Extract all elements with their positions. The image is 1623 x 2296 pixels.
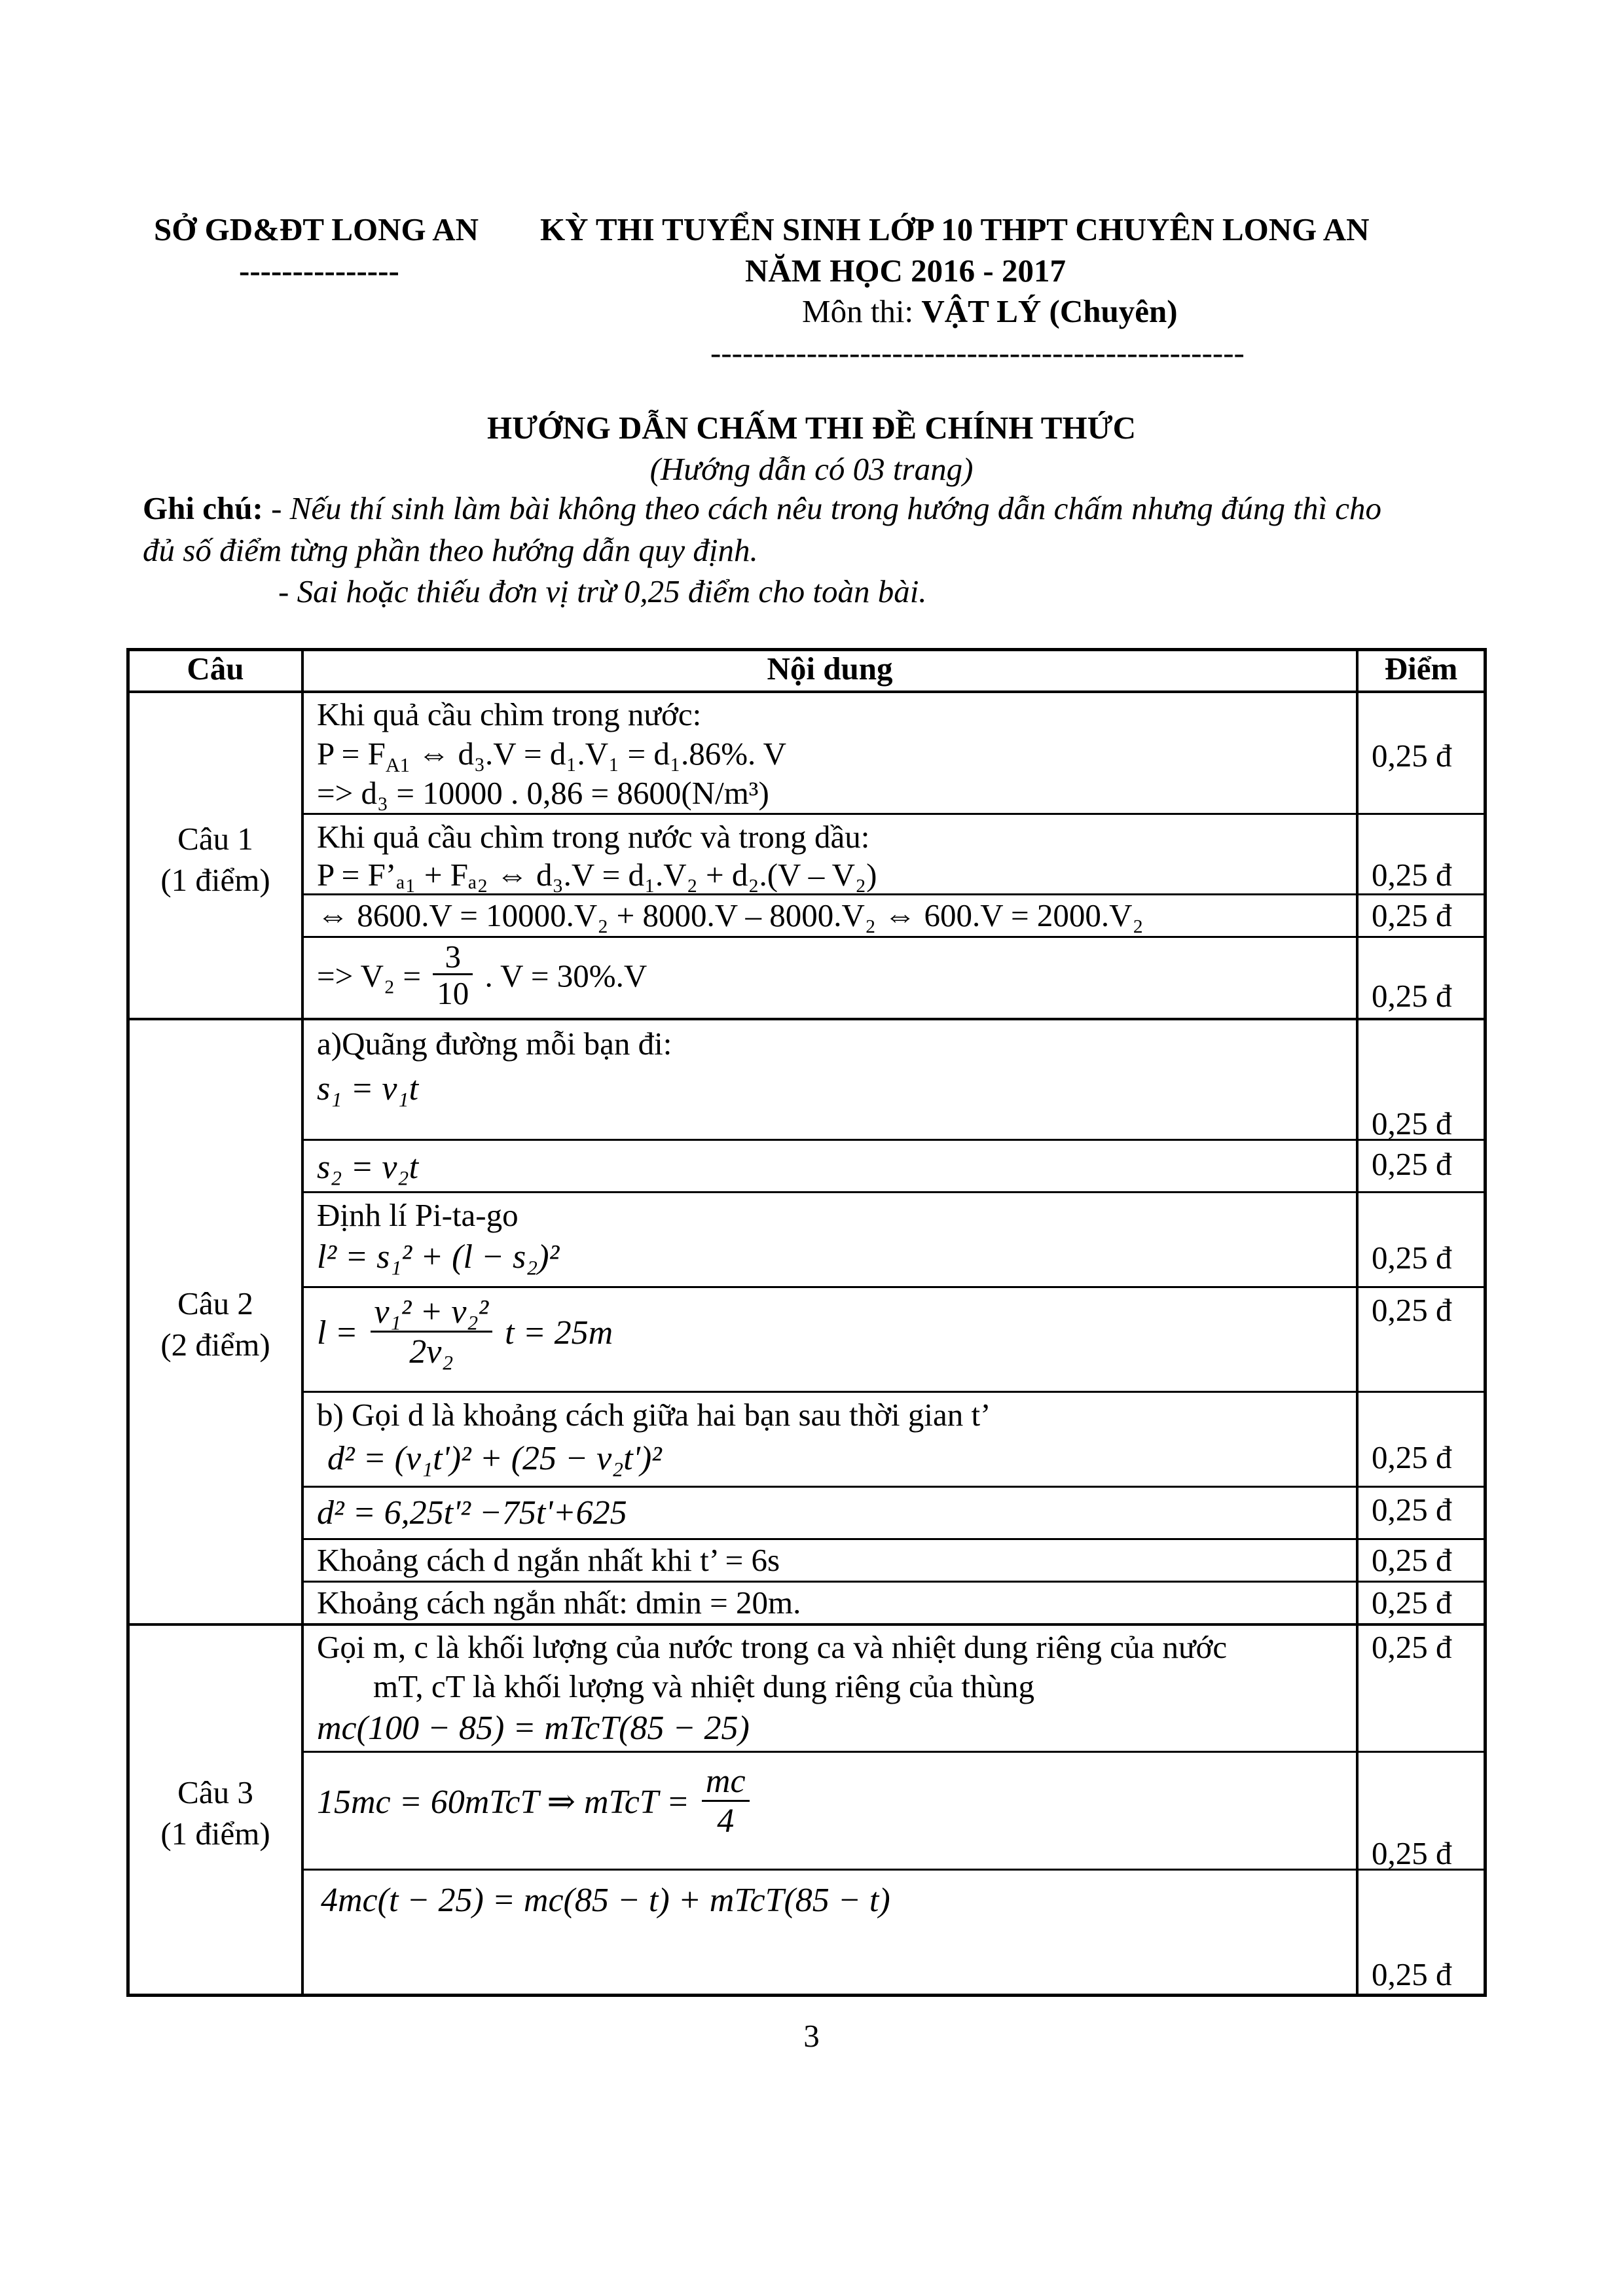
q1-row1-eq2: => d₃ = 10000 . 0,86 = 8600(N/m³) [317, 775, 769, 811]
column-header-score: Điểm [1384, 651, 1458, 687]
q1-row4-post: . V = 30%.V [484, 958, 647, 994]
q1-row4-fraction [433, 940, 473, 1013]
note-line-1 [143, 490, 1381, 527]
q1-row1-eq1-b: ⇔ d₃.V = d₁.V₁ = d₁.86%. V [409, 736, 787, 772]
q3-row2-score: 0,25 đ [1372, 1835, 1452, 1871]
q2-row3-eq: l² = s₁² + (l − s₂)² [317, 1238, 560, 1276]
q2-row5-eq: d² = (v₁t')² + (25 − v₂t')² [327, 1440, 662, 1477]
q2-row7-score: 0,25 đ [1372, 1542, 1452, 1578]
document-title: HƯỚNG DẪN CHẤM THI ĐỀ CHÍNH THỨC [487, 410, 1136, 446]
q2-row8-score: 0,25 đ [1372, 1585, 1452, 1621]
q1-row3-eq: ⇔ 8600.V = 10000.V₂ + 8000.V – 8000.V₂ ⇔ 600.V = 2000.V₂ [317, 897, 1144, 933]
q1-row1-text: Khi quả cầu chìm trong nước: [317, 696, 702, 732]
q2-row2-score: 0,25 đ [1372, 1146, 1452, 1182]
subject-name: VẬT LÝ (Chuyên) [921, 293, 1178, 329]
page-number: 3 [803, 2018, 820, 2054]
q1-label: Câu 1 [177, 821, 253, 857]
q2-row6-eq: d² = 6,25t'² −75t'+625 [317, 1494, 627, 1532]
q2-row2-eq: s₂ = v₂t [317, 1149, 419, 1186]
department-name: SỞ GD&ĐT LONG AN [154, 211, 479, 247]
subject-line [802, 293, 1178, 330]
q1-points: (1 điểm) [160, 862, 270, 898]
q2-row1-eq: s₁ = v₁t [317, 1070, 419, 1107]
q1-row2-score: 0,25 đ [1372, 857, 1452, 893]
q2-row7-text: Khoảng cách d ngắn nhất khi t’ = 6s [317, 1542, 780, 1578]
q3-row2-pre: 15mc = 60mTcT ⇒ mTcT = [317, 1784, 689, 1821]
q2-points: (2 điểm) [160, 1327, 270, 1363]
note-line-3: - Sai hoặc thiếu đơn vị trừ 0,25 điểm cho toàn bài. [278, 573, 927, 609]
q3-row1-text1: Gọi m, c là khối lượng của nước trong ca và nhiệt dung riêng của nước [317, 1629, 1228, 1665]
q1-row3-score: 0,25 đ [1372, 897, 1452, 933]
q1-row4-score: 0,25 đ [1372, 978, 1452, 1014]
q1-row1-eq1-sub: A1 [385, 753, 410, 776]
q1-row1-score: 0,25 đ [1372, 738, 1452, 774]
q1-row2-eq: P = F’ₐ₁ + Fₐ₂ ⇔ d₃.V = d₁.V₂ + d₂.(V – V₂) [317, 857, 877, 893]
q1-row2-text: Khi quả cầu chìm trong nước và trong dầu: [317, 819, 870, 855]
q3-label: Câu 3 [177, 1774, 253, 1810]
q3-row1-score: 0,25 đ [1372, 1629, 1452, 1665]
note-text-1: - Nếu thí sinh làm bài không theo cách nêu trong hướng dẫn chấm nhưng đúng thì cho [271, 490, 1382, 526]
q1-row4-num: 3 [433, 940, 473, 975]
q3-row1-text2: mT, cT là khối lượng và nhiệt dung riêng của thùng [373, 1668, 1035, 1704]
q2-row6-score: 0,25 đ [1372, 1492, 1452, 1528]
q2-row5-text: b) Gọi d là khoảng cách giữa hai bạn sau thời gian t’ [317, 1397, 991, 1433]
q2-row3-text: Định lí Pi-ta-go [317, 1197, 519, 1233]
q1-row1-eq1 [317, 736, 786, 776]
q2-row4-num: v₁² + v₂² [371, 1295, 493, 1333]
q2-row4-fraction [371, 1295, 493, 1371]
exam-name: KỲ THI TUYỂN SINH LỚP 10 THPT CHUYÊN LONG AN [540, 211, 1370, 247]
document-subtitle: (Hướng dẫn có 03 trang) [649, 451, 974, 487]
q1-row1-eq1-a: P = F [317, 736, 386, 772]
q2-row4-eq [317, 1295, 613, 1371]
q2-row4-post: t = 25m [505, 1314, 613, 1352]
q3-row1-eq: mc(100 − 85) = mTcT(85 − 25) [317, 1710, 750, 1747]
q2-row1-score: 0,25 đ [1372, 1105, 1452, 1141]
subject-divider: -------------------------------------------------- [710, 334, 1245, 370]
exam-year: NĂM HỌC 2016 - 2017 [745, 253, 1066, 289]
q2-row4-pre: l = [317, 1314, 358, 1352]
q2-row4-den: 2v₂ [409, 1333, 454, 1371]
q1-row4-den: 10 [437, 975, 469, 1012]
q2-row4-score: 0,25 đ [1372, 1292, 1452, 1328]
q2-label: Câu 2 [177, 1285, 253, 1321]
q2-row8-text: Khoảng cách ngắn nhất: dmin = 20m. [317, 1585, 801, 1621]
column-header-question: Câu [187, 651, 244, 687]
note-label: Ghi chú: [143, 490, 263, 526]
subject-label: Môn thi: [802, 293, 914, 329]
q3-row3-score: 0,25 đ [1372, 1956, 1452, 1992]
column-header-content: Nội dung [767, 651, 893, 687]
q3-row2-den: 4 [717, 1802, 735, 1840]
q3-row3-eq: 4mc(t − 25) = mc(85 − t) + mTcT(85 − t) [321, 1882, 890, 1919]
q2-row3-score: 0,25 đ [1372, 1240, 1452, 1276]
q3-row2-num: mc [702, 1764, 750, 1802]
q3-row2-eq [317, 1764, 754, 1840]
q2-row5-score: 0,25 đ [1372, 1439, 1452, 1475]
q1-row4-eq [317, 940, 647, 1013]
q1-row4-pre: => V₂ = [317, 958, 421, 994]
department-divider: --------------- [239, 253, 399, 289]
q2-row1-text: a)Quãng đường mỗi bạn đi: [317, 1026, 672, 1062]
q3-row2-fraction [702, 1764, 750, 1840]
note-line-2: đủ số điểm từng phần theo hướng dẫn quy định. [143, 532, 758, 568]
q3-points: (1 điểm) [160, 1816, 270, 1852]
